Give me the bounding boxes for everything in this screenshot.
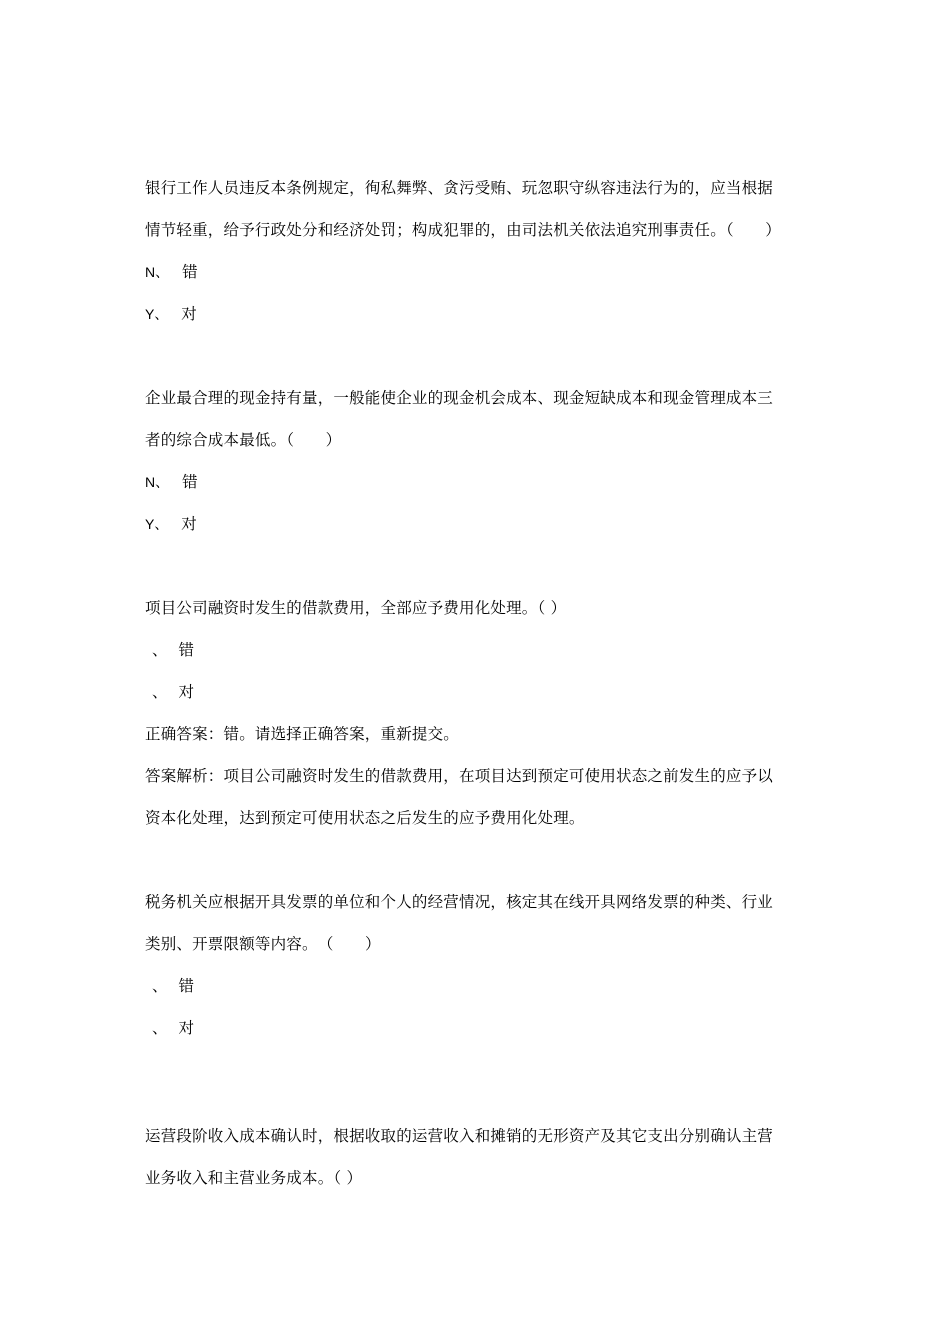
option-key: N、 xyxy=(145,264,170,280)
question-2-line-2: 者的综合成本最低。（ ） xyxy=(145,431,342,449)
option-key: 、 xyxy=(152,1019,168,1037)
option-text: 错 xyxy=(178,641,194,659)
option-key: 、 xyxy=(152,683,168,701)
option-key: 、 xyxy=(152,641,168,659)
question-1-line-1: 银行工作人员违反本条例规定，徇私舞弊、贪污受贿、玩忽职守纵容违法行为的，应当根据 xyxy=(145,179,774,197)
option-key: Y、 xyxy=(145,516,169,532)
question-3-option-right xyxy=(152,682,194,702)
option-text: 对 xyxy=(181,305,197,323)
question-1-line-2: 情节轻重，给予行政处分和经济处罚；构成犯罪的，由司法机关依法追究刑事责任。（ ） xyxy=(145,221,781,239)
question-5-line-1: 运营段阶收入成本确认时，根据收取的运营收入和摊销的无形资产及其它支出分别确认主营 xyxy=(145,1127,774,1145)
option-text: 对 xyxy=(178,1019,194,1037)
question-1-option-n xyxy=(145,262,198,282)
option-key: Y、 xyxy=(145,306,169,322)
question-3-line-1: 项目公司融资时发生的借款费用，全部应予费用化处理。（ ） xyxy=(145,599,567,617)
option-text: 对 xyxy=(181,515,197,533)
option-text: 对 xyxy=(178,683,194,701)
question-2-option-y xyxy=(145,514,197,534)
option-text: 错 xyxy=(182,473,198,491)
question-5-line-2: 业务收入和主营业务成本。（ ） xyxy=(145,1169,363,1187)
question-1-option-y xyxy=(145,304,197,324)
question-4-option-wrong xyxy=(152,976,194,996)
option-text: 错 xyxy=(178,977,194,995)
question-4-option-right xyxy=(152,1018,194,1038)
option-key: N、 xyxy=(145,474,170,490)
question-2-line-1: 企业最合理的现金持有量，一般能使企业的现金机会成本、现金短缺成本和现金管理成本三 xyxy=(145,389,774,407)
option-key: 、 xyxy=(152,977,168,995)
question-3-option-wrong xyxy=(152,640,194,660)
question-3-answer: 正确答案：错。请选择正确答案，重新提交。 xyxy=(145,725,460,743)
question-3-analysis-line-2: 资本化处理，达到预定可使用状态之后发生的应予费用化处理。 xyxy=(145,809,585,827)
question-3-analysis-line-1: 答案解析：项目公司融资时发生的借款费用，在项目达到预定可使用状态之前发生的应予以 xyxy=(145,767,774,785)
option-text: 错 xyxy=(182,263,198,281)
question-4-line-2: 类别、开票限额等内容。 （ ） xyxy=(145,935,381,953)
question-4-line-1: 税务机关应根据开具发票的单位和个人的经营情况，核定其在线开具网络发票的种类、行业 xyxy=(145,893,774,911)
question-2-option-n xyxy=(145,472,198,492)
